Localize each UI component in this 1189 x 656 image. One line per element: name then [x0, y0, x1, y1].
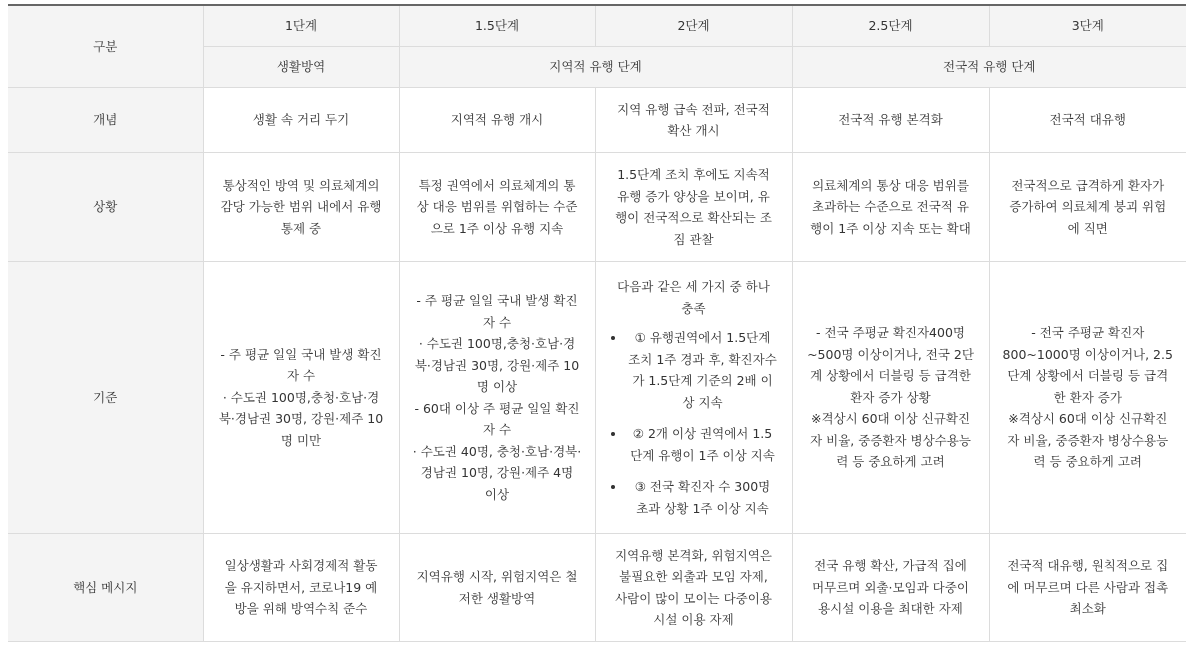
message-text: 지역유행 시작, 위험지역은 철 저한 생활방역	[416, 569, 578, 606]
message-text: 전국 유행 확산, 가급적 집에 머무르며 외출·모임과 다중이 용시설 이용을 최대한 자제	[812, 558, 969, 617]
situation-cell	[595, 153, 792, 262]
criteria-cell-stage-1	[203, 262, 399, 534]
situation-text: 의료체계의 통상 대응 범위를 초과하는 수준으로 전국적 유 행이 1주 이상 지속 또는 확대	[810, 177, 971, 236]
message-text: 일상생활과 사회경제적 활동 을 유지하면서, 코로나19 예 방을 위해 방역수칙 준수	[224, 558, 378, 617]
situation-cell	[203, 153, 399, 262]
concept-cell	[989, 88, 1186, 153]
group-regional-epidemic: 지역적 유행 단계	[399, 47, 792, 88]
criteria-list-item	[626, 423, 780, 466]
message-cell	[203, 534, 399, 642]
concept-cell	[399, 88, 595, 153]
criteria-text: - 전국 주평균 확진자 800~1000명 이상이거나, 2.5 단계 상황에서 더블링 등 급격 한 환자 증가 ※격상시 60대 이상 신규확진 자 비율, 중증환자 병상수용능 력 등 중요하게 고려	[1002, 325, 1173, 470]
message-text: 지역유행 본격화, 위험지역은 불필요한 외출과 모임 자제, 사람이 많이 모이는 다중이용 시설 이용 자제	[615, 547, 772, 627]
message-cell	[989, 534, 1186, 642]
criteria-text: - 주 평균 일일 국내 발생 확진 자 수 · 수도권 100명,충청·호남·경 북·경남권 30명, 강원·제주 10 명 이상 - 60대 이상 주 평균 일일 확진 자 수 · 수도권 40명, 충청·호남·경북· 경남권 10명, 강원·제주 4명 이상	[412, 293, 582, 502]
criteria-list	[608, 327, 780, 519]
situation-text: 1.5단계 조치 후에도 지속적 유행 증가 양상을 보이며, 유 행이 전국적으로 확산되는 조 짐 관찰	[615, 167, 772, 247]
stage-2-header: 2단계	[595, 5, 792, 47]
criteria-cell-stage-2	[595, 262, 792, 534]
concept-cell	[792, 88, 989, 153]
concept-cell	[595, 88, 792, 153]
criteria-text: - 주 평균 일일 국내 발생 확진 자 수 · 수도권 100명,충청·호남·경 북·경남권 30명, 강원·제주 10 명 미만	[218, 346, 384, 448]
concept-text: 생활 속 거리 두기	[252, 112, 350, 128]
distancing-stage-table	[8, 4, 1186, 642]
situation-text: 통상적인 방역 및 의료체계의 감당 가능한 범위 내에서 유행 통제 중	[220, 177, 382, 236]
situation-cell	[399, 153, 595, 262]
criteria-list-item	[626, 327, 780, 413]
criteria-text: - 전국 주평균 확진자400명 ~500명 이상이거나, 전국 2단 계 상황에서 더블링 등 급격한 환자 증가 상황 ※격상시 60대 이상 신규확진 자 비율, 중증환자 병상수용능 력 등 중요하게 고려	[807, 325, 974, 470]
group-nationwide-epidemic: 전국적 유행 단계	[792, 47, 1186, 88]
criteria-list-text: ③ 전국 확진자 수 300명 초과 상황 1주 이상 지속	[634, 479, 771, 516]
criteria-list-item	[626, 476, 780, 519]
group-daily-quarantine: 생활방역	[203, 47, 399, 88]
concept-text: 전국적 유행 본격화	[838, 112, 943, 128]
stage-1-header: 1단계	[203, 5, 399, 47]
criteria-cell-stage-3	[989, 262, 1186, 534]
message-label: 핵심 메시지	[8, 534, 203, 642]
situation-cell	[792, 153, 989, 262]
message-cell	[792, 534, 989, 642]
stage-header-row	[8, 5, 1186, 47]
stage-1-5-header: 1.5단계	[399, 5, 595, 47]
message-text: 전국적 대유행, 원칙적으로 집 에 머무르며 다른 사람과 접촉 최소화	[1007, 558, 1169, 617]
message-row	[8, 534, 1186, 642]
situation-cell	[989, 153, 1186, 262]
category-header: 구분	[8, 5, 203, 88]
situation-text: 특정 권역에서 의료체계의 통 상 대응 범위를 위협하는 수준 으로 1주 이상 유행 지속	[416, 177, 578, 236]
situation-text: 전국적으로 급격하게 환자가 증가하여 의료체계 붕괴 위험 에 직면	[1009, 177, 1167, 236]
situation-row	[8, 153, 1186, 262]
stage-3-header: 3단계	[989, 5, 1186, 47]
criteria-list-text: ② 2개 이상 권역에서 1.5 단계 유행이 1주 이상 지속	[630, 426, 775, 463]
criteria-label: 기준	[8, 262, 203, 534]
concept-label: 개념	[8, 88, 203, 153]
situation-label: 상황	[8, 153, 203, 262]
message-cell	[399, 534, 595, 642]
concept-text: 지역 유행 급속 전파, 전국적 확산 개시	[617, 101, 770, 138]
concept-text: 전국적 대유행	[1049, 112, 1126, 128]
stage-2-5-header: 2.5단계	[792, 5, 989, 47]
criteria-cell-stage-1-5	[399, 262, 595, 534]
criteria-cell-stage-2-5	[792, 262, 989, 534]
concept-cell	[203, 88, 399, 153]
concept-text: 지역적 유행 개시	[450, 112, 544, 128]
concept-row	[8, 88, 1186, 153]
criteria-list-text: ① 유행권역에서 1.5단계 조치 1주 경과 후, 확진자수 가 1.5단계 기준의 2배 이 상 지속	[628, 330, 777, 410]
criteria-intro: 다음과 같은 세 가지 중 하나 충족	[617, 279, 770, 316]
message-cell	[595, 534, 792, 642]
criteria-row	[8, 262, 1186, 534]
